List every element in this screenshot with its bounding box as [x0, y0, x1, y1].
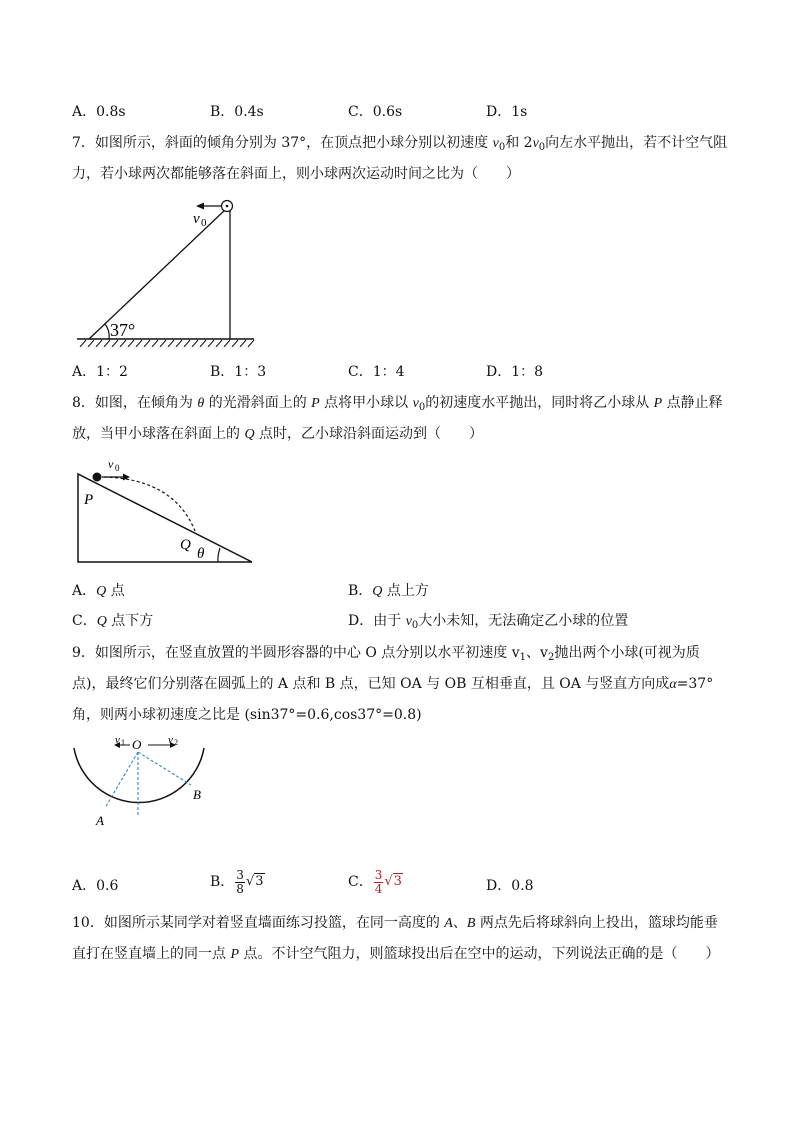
q8-fig-Q: Q — [180, 537, 191, 553]
ground-hatching — [80, 340, 254, 347]
q8-option-c: C．Q 点下方 — [72, 613, 154, 629]
q9-stem-line2: 点)，最终它们分别落在圆弧上的 A 点和 B 点，已知 OA 与 OB 互相垂直，且 OA 与竖直方向成α=37° — [72, 676, 714, 692]
q7-option-a: A．1：2 — [72, 364, 128, 380]
q8-fig-P: P — [84, 492, 94, 508]
q9-option-a: A．0.6 — [72, 878, 119, 894]
semicircle-container — [74, 748, 204, 803]
q8-stem-line2: 放，当甲小球落在斜面上的 Q 点时，乙小球沿斜面运动到（ ） — [72, 426, 484, 442]
q9-option-b: B． $\frac{3}{8}$ √3 — [210, 867, 264, 896]
sqrt-symbol: √3 — [245, 874, 264, 889]
svg-text:1: 1 — [121, 738, 125, 747]
q8-stem-line1: 8．如图，在倾角为 θ 的光滑斜面上的 P 点将甲小球以 $v_0$的初速度水平抛出，同时将乙小球从 P 点静止释 — [72, 395, 723, 413]
q9-fig-B: B — [193, 787, 201, 802]
q9-stem-line1: 9．如图所示，在竖直放置的半圆形容器的中心 O 点分别以水平初速度 $v_1$、$v_2$抛出两个小球(可视为质 — [72, 645, 700, 663]
q7-option-d: D．1：8 — [486, 364, 544, 380]
q6-option-c: C．0.6s — [348, 104, 403, 120]
q7-fig-v-label: v — [193, 211, 200, 227]
q8-fig-theta: θ — [197, 546, 205, 562]
q6-option-a: A．0.8s — [72, 104, 126, 120]
q7-incline-figure — [72, 193, 262, 348]
svg-text:v: v — [168, 734, 173, 746]
ball-jia — [93, 473, 102, 482]
svg-text:v: v — [108, 457, 114, 471]
fraction: $\frac{3}{8}$ — [236, 867, 244, 896]
q8-option-a: A．Q 点 — [72, 583, 125, 599]
q9-fig-O: O — [132, 737, 142, 752]
q10-stem-line1: 10．如图所示某同学对着竖直墙面练习投篮，在同一高度的 A、B 两点先后将球斜向上投出，篮球均能垂 — [72, 915, 718, 931]
q8-triangle — [78, 474, 252, 562]
q7-fig-v-sub: 0 — [201, 217, 207, 229]
q7-fig-angle: 37° — [110, 320, 136, 340]
q9-option-d: D．0.8 — [486, 878, 534, 894]
svg-text:v: v — [115, 734, 120, 746]
svg-text:2: 2 — [174, 738, 178, 747]
q7-stem-line2: 力，若小球两次都能够落在斜面上，则小球两次运动时间之比为（ ） — [72, 166, 520, 182]
q9-stem-line3: 角，则两小球初速度之比是 (sin37°=0.6,cos37°=0.8) — [72, 707, 422, 723]
svg-text:0: 0 — [115, 463, 120, 473]
q7-stem-line1: 7．如图所示，斜面的倾角分别为 37°，在顶点把小球分别以初速度 $v_0$和 $2v_0$向左水平抛出，若不计空气阻 — [72, 135, 728, 153]
sqrt-symbol: √3 — [384, 874, 402, 889]
angle-arc — [105, 324, 109, 339]
trajectory — [104, 477, 195, 531]
q7-option-c: C．1：4 — [348, 364, 405, 380]
q6-option-b: B．0.4s — [210, 104, 264, 120]
q8-option-d: D．由于 $v_0$大小未知，无法确定乙小球的位置 — [348, 613, 629, 631]
q6-option-d: D．1s — [486, 104, 528, 120]
q7-option-b: B．1：3 — [210, 364, 267, 380]
fraction: $\frac{3}{4}$ — [374, 867, 383, 896]
q9-fig-A: A — [96, 813, 104, 828]
q8-option-b: B．Q 点上方 — [348, 583, 429, 599]
q9-option-c: C． $\frac{3}{4}$ √3 — [348, 867, 402, 896]
q10-stem-line2: 直打在竖直墙上的同一点 P 点。不计空气阻力，则篮球投出后在空中的运动，下列说法正确的是（ ） — [72, 946, 720, 962]
q9-semicircle-figure — [68, 733, 210, 831]
q8-incline-figure — [72, 454, 258, 566]
